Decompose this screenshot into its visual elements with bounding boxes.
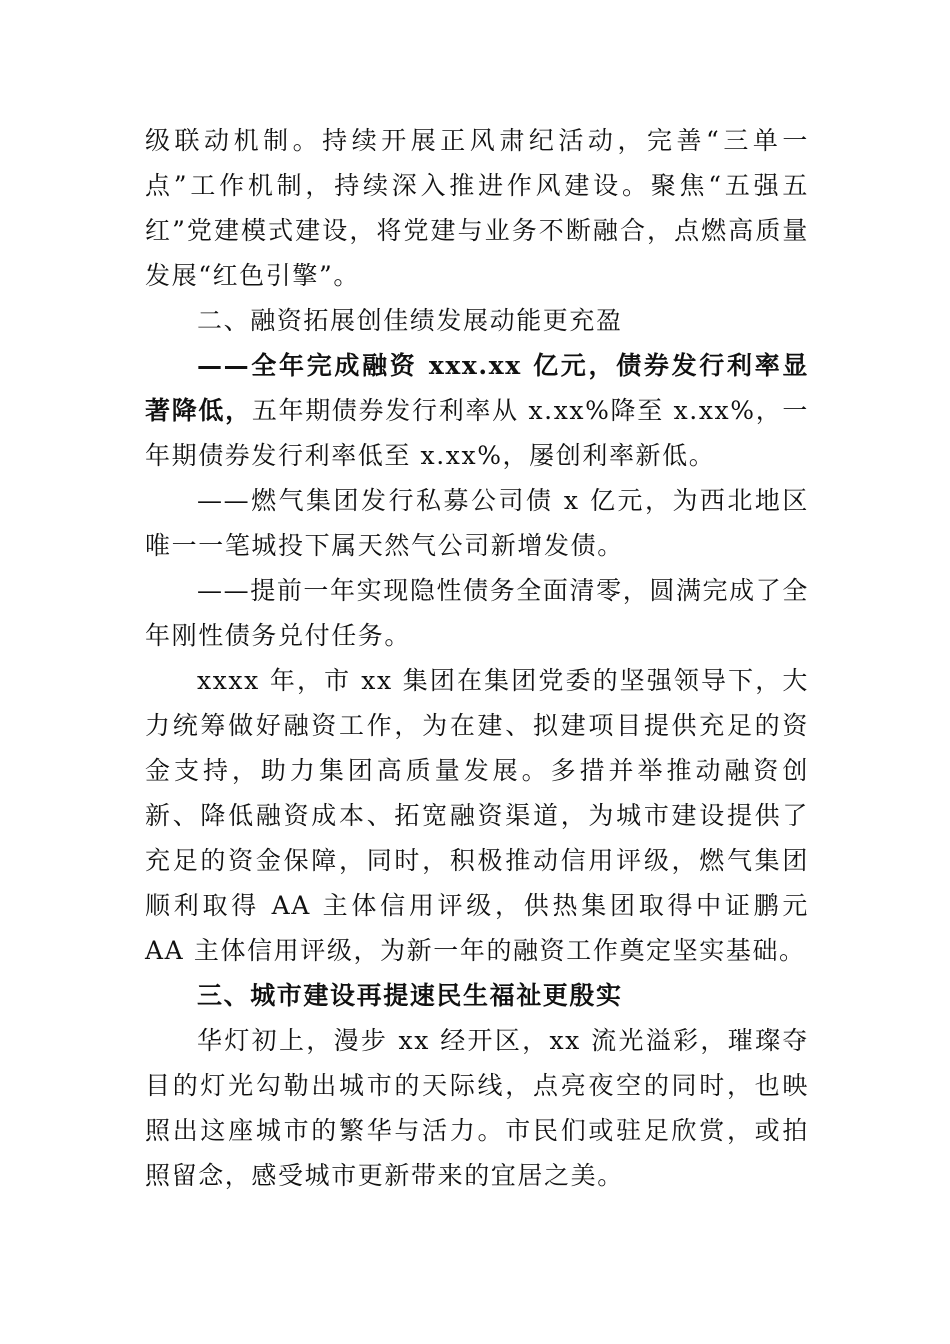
paragraph-body-text: 五年期债券发行利率从 x.xx%降至 x.xx%，一年期债券发行利率低至 x.xx%，屡创利率新低。 — [145, 396, 810, 470]
paragraph-gas-bond: ——燃气集团发行私募公司债 x 亿元，为西北地区唯一一笔城投下属天然气公司新增发债。 — [145, 486, 809, 560]
document-body — [145, 118, 809, 1198]
paragraph-financing-highlight — [145, 343, 809, 478]
paragraph-financing-summary: xxxx 年，市 xx 集团在集团党委的坚强领导下，大力统筹做好融资工作，为在建、拟建项目提供充足的资金支持，助力集团高质量发展。多措并举推动融资创新、降低融资成本、拓宽融资渠道，为城市建设提供了充足的资金保障，同时，积极推动信用评级，燃气集团顺利取得 AA 主体信用评级，供热集团取得中证鹏元 AA 主体信用评级，为新一年的融资工作奠定坚实基础。 — [145, 666, 809, 965]
paragraph-bold-lead: ——全年完成融资 xxx.xx 亿元，债券发行利率显著降低， — [145, 351, 809, 425]
paragraph-continuation: 级联动机制。持续开展正风肃纪活动，完善“三单一点”工作机制，持续深入推进作风建设。聚焦“五强五红”党建模式建设，将党建与业务不断融合，点燃高质量发展“红色引擎”。 — [145, 126, 809, 290]
section-heading-financing: 二、融资拓展创佳绩发展动能更充盈 — [197, 306, 623, 335]
paragraph-city-lights: 华灯初上，漫步 xx 经开区，xx 流光溢彩，璀璨夺目的灯光勾勒出城市的天际线，点亮夜空的同时，也映照出这座城市的繁华与活力。市民们或驻足欣赏，或拍照留念，感受城市更新带来的宜居之美。 — [145, 1026, 809, 1190]
section-heading-city-construction: 三、城市建设再提速民生福祉更殷实 — [197, 981, 623, 1010]
paragraph-debt-clearance: ——提前一年实现隐性债务全面清零，圆满完成了全年刚性债务兑付任务。 — [145, 576, 809, 650]
